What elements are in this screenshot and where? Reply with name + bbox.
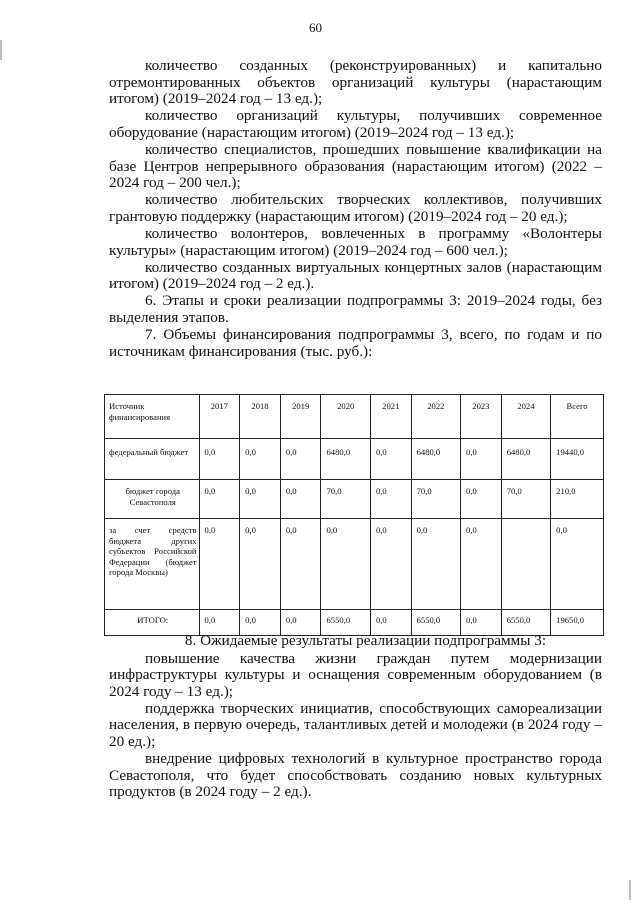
header-cell: 2020	[321, 395, 370, 439]
value-cell: 6480,0	[321, 439, 370, 480]
value-cell: 0,0	[240, 519, 281, 610]
value-cell: 0,0	[280, 610, 321, 636]
header-cell: 2023	[461, 395, 502, 439]
table-row	[105, 480, 604, 519]
value-cell: 19650,0	[551, 610, 604, 636]
result-item: внедрение цифровых технологий в культурное пространство города Севастополя, что будет способствовать созданию новых культурных продуктов (в 2024 году – 2 ед.).	[109, 750, 602, 801]
source-cell: за счет средств бюджета других субъектов Российской Федерации (бюджет города Москвы)	[105, 519, 200, 610]
header-cell: Всего	[551, 395, 604, 439]
page-number: 60	[309, 20, 322, 35]
value-cell: 0,0	[370, 480, 411, 519]
section-8-heading: 8. Ожидаемые результаты реализации подпрограммы 3:	[184, 632, 547, 649]
paragraph: количество созданных (реконструированных) и капитально отремонтированных объектов организаций культуры (нарастающим итогом) (2019–2024 год – 13 ед.);	[109, 57, 602, 108]
value-cell: 6550,0	[411, 610, 460, 636]
value-cell: 0,0	[461, 610, 502, 636]
header-cell: 2022	[411, 395, 460, 439]
value-cell: 0,0	[411, 519, 460, 610]
source-cell: бюджет города Севастополя	[105, 480, 200, 519]
value-cell: 70,0	[321, 480, 370, 519]
indicators-text	[109, 58, 602, 361]
value-cell: 210,0	[551, 480, 604, 519]
expected-results	[109, 633, 602, 801]
result-item: поддержка творческих инициатив, способствующих самореализации населения, в первую очередь, талантливых детей и молодежи (в 2024 году – 20 ед.);	[109, 699, 602, 751]
paragraph: количество созданных виртуальных концертных залов (нарастающим итогом) (2019–2024 год – 2 ед.).	[109, 258, 602, 293]
value-cell: 70,0	[501, 480, 550, 519]
value-cell: 6550,0	[321, 610, 370, 636]
paragraph: количество любительских творческих коллективов, получивших грантовую поддержку (нарастающим итогом) (2019–2024 год – 20 ед.);	[109, 191, 602, 225]
value-cell: 70,0	[411, 480, 460, 519]
value-cell: 0,0	[461, 439, 502, 480]
value-cell: 0,0	[370, 439, 411, 480]
value-cell: 0,0	[321, 519, 370, 610]
value-cell: 0,0	[461, 480, 502, 519]
value-cell: 0,0	[370, 610, 411, 636]
section-6-stages: 6. Этапы и сроки реализации подпрограммы 3: 2019–2024 годы, без выделения этапов.	[109, 292, 602, 326]
value-cell: 6550,0	[501, 610, 550, 636]
header-cell: 2019	[280, 395, 321, 439]
paragraph: количество волонтеров, вовлеченных в программу «Волонтеры культуры» (нарастающим итогом) (2019–2024 год – 600 чел.);	[109, 224, 602, 259]
value-cell: 0,0	[280, 439, 321, 480]
value-cell: 0,0	[240, 439, 281, 480]
value-cell	[501, 519, 550, 610]
header-cell: Источник финансирования	[105, 395, 200, 439]
scan-edge-mark	[0, 40, 2, 60]
source-cell: федеральный бюджет	[105, 439, 200, 480]
paragraph: количество организаций культуры, получивших современное оборудование (нарастающим итогом) (2019–2024 год – 13 ед.);	[109, 107, 602, 141]
value-cell: 6480,0	[411, 439, 460, 480]
value-cell: 0,0	[240, 610, 281, 636]
header-cell: 2024	[501, 395, 550, 439]
result-item: повышение качества жизни граждан путем модернизации инфраструктуры культуры и оснащения современным оборудованием (в 2024 году – 13 ед.);	[109, 649, 602, 700]
table-row	[105, 439, 604, 480]
value-cell: 0,0	[280, 480, 321, 519]
financing-table	[104, 394, 604, 636]
value-cell: 0,0	[199, 439, 240, 480]
table-header-row	[105, 395, 604, 439]
paragraph: количество специалистов, прошедших повышение квалификации на базе Центров непрерывного образования (нарастающим итогом) (2022 – 2024 год – 200 чел.);	[109, 140, 602, 192]
header-cell: 2017	[199, 395, 240, 439]
header-cell: 2018	[240, 395, 281, 439]
value-cell: 0,0	[461, 519, 502, 610]
value-cell: 0,0	[240, 480, 281, 519]
value-cell: 0,0	[280, 519, 321, 610]
source-cell: ИТОГО:	[105, 610, 200, 636]
header-cell: 2021	[370, 395, 411, 439]
table-row	[105, 519, 604, 610]
value-cell: 0,0	[199, 480, 240, 519]
value-cell: 19440,0	[551, 439, 604, 480]
value-cell: 6480,0	[501, 439, 550, 480]
value-cell: 0,0	[199, 610, 240, 636]
section-7-financing: 7. Объемы финансирования подпрограммы 3, всего, по годам и по источникам финансирования (тыс. руб.):	[109, 326, 602, 360]
value-cell: 0,0	[551, 519, 604, 610]
value-cell: 0,0	[199, 519, 240, 610]
value-cell: 0,0	[370, 519, 411, 610]
